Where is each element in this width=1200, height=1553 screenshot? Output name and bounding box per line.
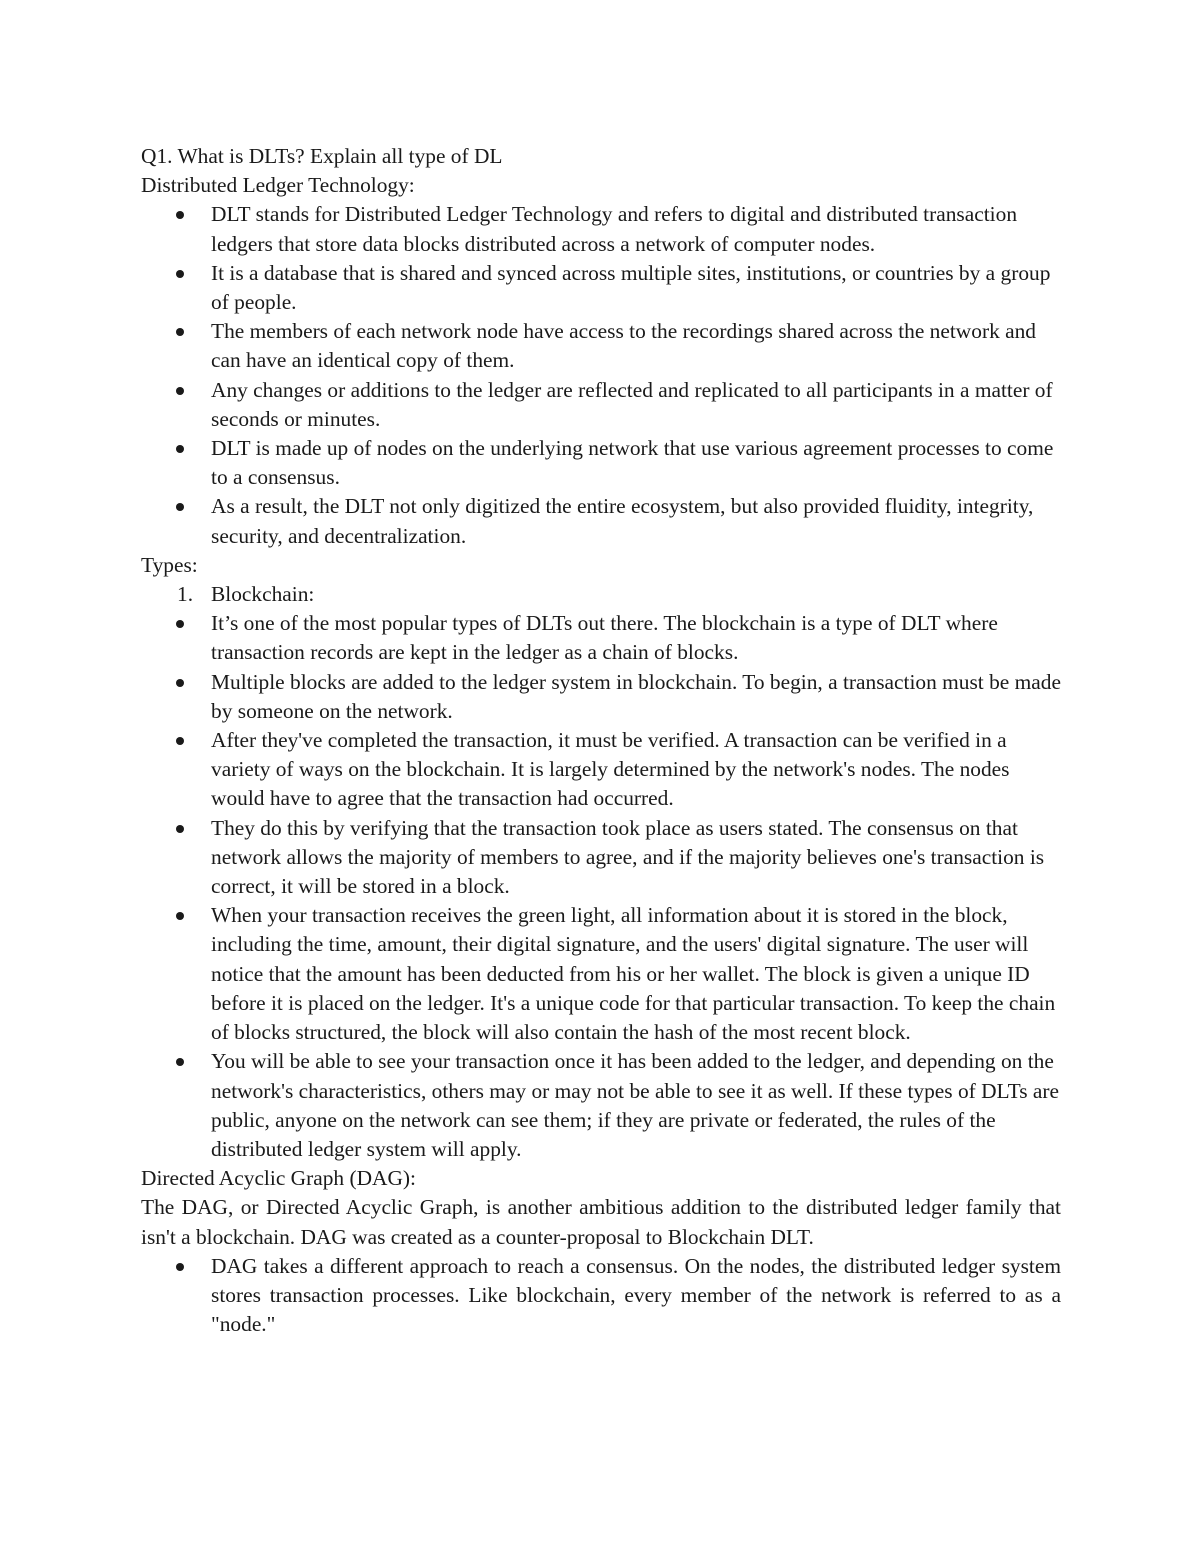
list-item-text: It is a database that is shared and synced across multiple sites, institutions, or countries by a group of people.	[211, 260, 1051, 315]
list-item-text: Any changes or additions to the ledger are reflected and replicated to all participants in a matter of seconds or minutes.	[211, 377, 1053, 431]
list-item	[141, 492, 1061, 550]
types-heading: Types:	[141, 552, 198, 577]
question-title: Q1. What is DLTs? Explain all type of DL	[141, 144, 503, 168]
list-item	[141, 609, 1061, 667]
list-item	[141, 726, 1061, 814]
list-item	[141, 1047, 1061, 1164]
bullet-icon	[176, 620, 184, 628]
dag-paragraph: The DAG, or Directed Acyclic Graph, is another ambitious addition to the distributed ledger family that isn't a blockchain. DAG was created as a counter-proposal to Blockchain DLT.	[141, 1195, 1061, 1249]
list-item-text: When your transaction receives the green light, all information about it is stored in the block, including the time, amount, their digital signature, and the users' digital signature. The user will notice that the amount has been deducted from his or her wallet. The block is given a unique ID before it is placed on the ledger. It's a unique code for that particular transaction. To keep the chain of blocks structured, the block will also contain the hash of the most recent block.	[211, 903, 1056, 1045]
list-item-text: It’s one of the most popular types of DLTs out there. The blockchain is a type of DLT where transaction records are kept in the ledger as a chain of blocks.	[211, 611, 998, 665]
list-item-text: DAG takes a different approach to reach a consensus. On the nodes, the distributed ledger system stores transaction processes. Like blockchain, every member of the network is referred to as a "node."	[211, 1253, 1061, 1337]
bullet-icon	[176, 387, 184, 395]
bullet-icon	[176, 737, 184, 745]
bullet-icon	[176, 211, 184, 219]
bullet-icon	[176, 912, 184, 920]
list-item-text: DLT is made up of nodes on the underlying network that use various agreement processes to come to a consensus.	[211, 436, 1054, 490]
document-body	[141, 142, 1061, 1339]
bullet-icon	[176, 503, 184, 511]
list-item	[141, 814, 1061, 902]
bullet-icon	[176, 825, 184, 833]
blockchain-numbered-item	[141, 580, 1061, 609]
list-item	[141, 434, 1061, 492]
bullet-icon	[176, 1263, 184, 1271]
bullet-icon	[176, 328, 184, 336]
list-item-text: After they've completed the transaction, it must be verified. A transaction can be verified in a variety of ways on the blockchain. It is largely determined by the network's nodes. The nodes would have to agree that the transaction had occurred.	[211, 728, 1010, 811]
bullet-icon	[176, 270, 184, 278]
blockchain-heading: Blockchain:	[211, 582, 315, 607]
list-item	[141, 668, 1061, 726]
list-item-text: Multiple blocks are added to the ledger system in blockchain. To begin, a transaction must be made by someone on the network.	[211, 669, 1061, 723]
list-item	[141, 317, 1061, 375]
list-item-text: They do this by verifying that the transaction took place as users stated. The consensus on that network allows the majority of members to agree, and if the majority believes one's transaction is correct, it will be stored in a block.	[211, 815, 1045, 899]
dlt-bullet-list	[141, 200, 1061, 550]
list-item-text: As a result, the DLT not only digitized the entire ecosystem, but also provided fluidity, integrity, security, and decentralization.	[211, 494, 1034, 548]
list-number: 1.	[177, 582, 194, 607]
bullet-icon	[176, 1058, 184, 1066]
list-item	[141, 376, 1061, 434]
list-item-text: The members of each network node have access to the recordings shared across the network and can have an identical copy of them.	[211, 319, 1037, 373]
bullet-icon	[176, 679, 184, 687]
list-item	[141, 901, 1061, 1047]
list-item	[141, 1252, 1061, 1340]
dlt-heading: Distributed Ledger Technology:	[141, 173, 415, 198]
list-item-text: You will be able to see your transaction once it has been added to the ledger, and depending on the network's characteristics, others may or may not be able to see it as well. If these types of DLTs are public, anyone on the network can see them; if they are private or federated, the rules of the distributed ledger system will apply.	[211, 1049, 1060, 1161]
bullet-icon	[176, 445, 184, 453]
dag-bullet-list	[141, 1252, 1061, 1340]
dag-heading: Directed Acyclic Graph (DAG):	[141, 1166, 416, 1191]
list-item	[141, 259, 1061, 317]
list-item-text: DLT stands for Distributed Ledger Technology and refers to digital and distributed transaction ledgers that store data blocks distributed across a network of computer nodes.	[211, 202, 1018, 256]
list-item	[141, 200, 1061, 258]
blockchain-bullet-list	[141, 609, 1061, 1164]
